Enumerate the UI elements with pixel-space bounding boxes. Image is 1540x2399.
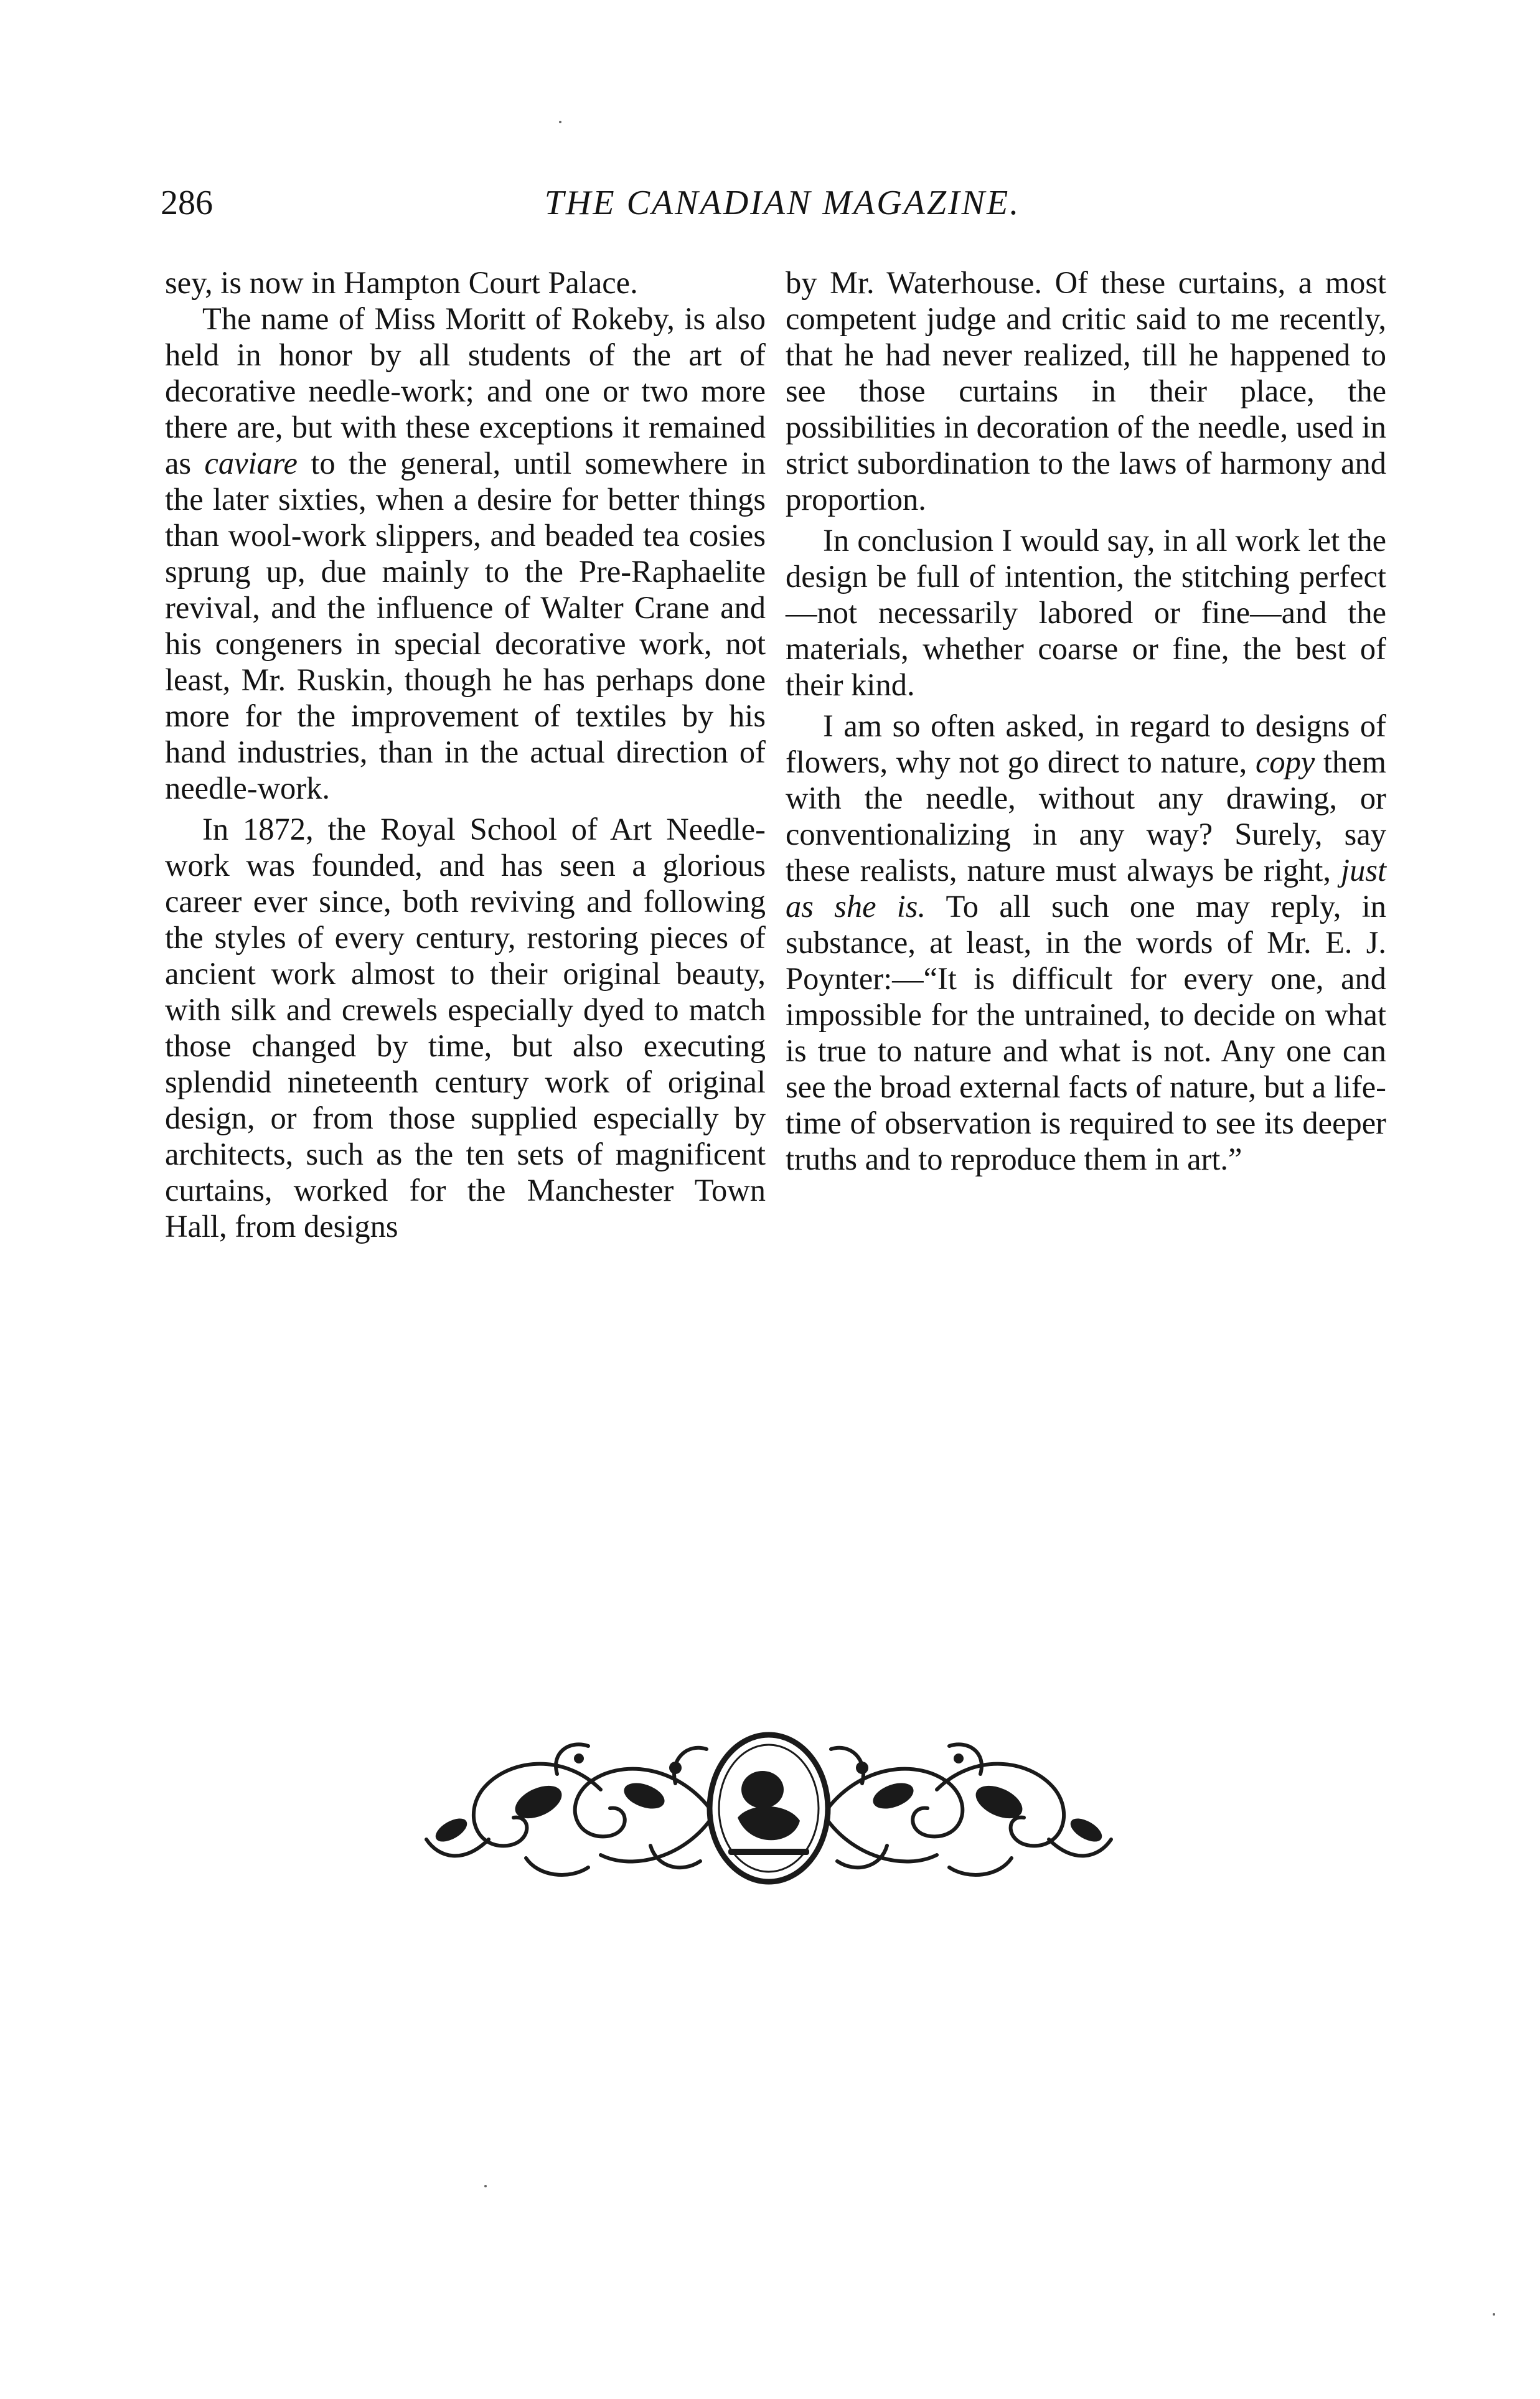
left-column xyxy=(165,265,766,1244)
paragraph-text: The name of Miss Moritt of Rokeby, is also held in honor by all students of the art of decorative needle-work; and one or two more there are, but with these exceptions it remained as xyxy=(165,301,766,481)
print-speck xyxy=(1493,2313,1495,2316)
scrollwork-tailpiece-icon xyxy=(414,1715,1124,1902)
italic-word: copy xyxy=(1255,744,1315,779)
paragraph-text: I am so often asked, in regard to designs of flowers, why not go direct to nature, xyxy=(786,708,1386,779)
page-number: 286 xyxy=(161,184,213,222)
print-speck xyxy=(559,121,561,123)
paragraph-continuation: sey, is now in Hampton Court Palace. xyxy=(165,265,638,300)
paragraph-royal-school: In 1872, the Royal School of Art Needle-work was founded, and has seen a glorious career ever since, both reviving and following the styles of every century, restoring pieces of ancient work almost to their original beauty, with silk and crewels especially dyed to match those changed by time, but also executing splendid nineteenth century work of original design, or from those supplied especially by architects, such as the ten sets of magnificent curtains, worked for the Manchester Town Hall, from designs xyxy=(165,812,766,1244)
paragraph-text: To all such one may reply, in substance, at least, in the words of Mr. E. J. Poynter:—“It is difficult for every one, and impossible for the untrained, to decide on what is true to nature and what is not. Any one can see the broad external facts of nature, but a life-time of observation is required to see its deeper truths and to reproduce them in art.” xyxy=(786,889,1386,1176)
paragraph-conclusion: In conclusion I would say, in all work let the design be full of intention, the stitching perfect—not necessarily labored or fine—and the materials, whether coarse or fine, the best of their kind. xyxy=(786,523,1386,702)
paragraph-text: to the general, until somewhere in the later sixties, when a desire for better things than wool-work slippers, and beaded tea cosies sprung up, due mainly to the Pre-Raphaelite revival, and the influence of Walter Crane and his congeners in special decorative work, not least, Mr. Ruskin, though he has perhaps done more for the improvement of textiles by his hand industries, than in the actual direction of needle-work. xyxy=(165,446,766,805)
running-title: THE CANADIAN MAGAZINE. xyxy=(544,184,1021,222)
paragraph-text: them with the needle, without any drawing, or conventionalizing in any way? Surely, say these realists, nature must always be right, xyxy=(786,744,1387,888)
paragraph-miss-moritt xyxy=(165,301,766,806)
right-column xyxy=(786,265,1386,1177)
italic-word: caviare xyxy=(204,446,298,481)
print-speck xyxy=(484,2185,487,2187)
italic-phrase: just as she is. xyxy=(786,853,1387,924)
paragraph-nature-quote xyxy=(786,708,1386,1177)
paragraph-continuation: by Mr. Waterhouse. Of these curtains, a most competent judge and critic said to me recently, that he had never realized, till he happened to see those curtains in their place, the possibilities in decoration of the needle, used in strict subordination to the laws of harmony and proportion. xyxy=(786,265,1386,517)
